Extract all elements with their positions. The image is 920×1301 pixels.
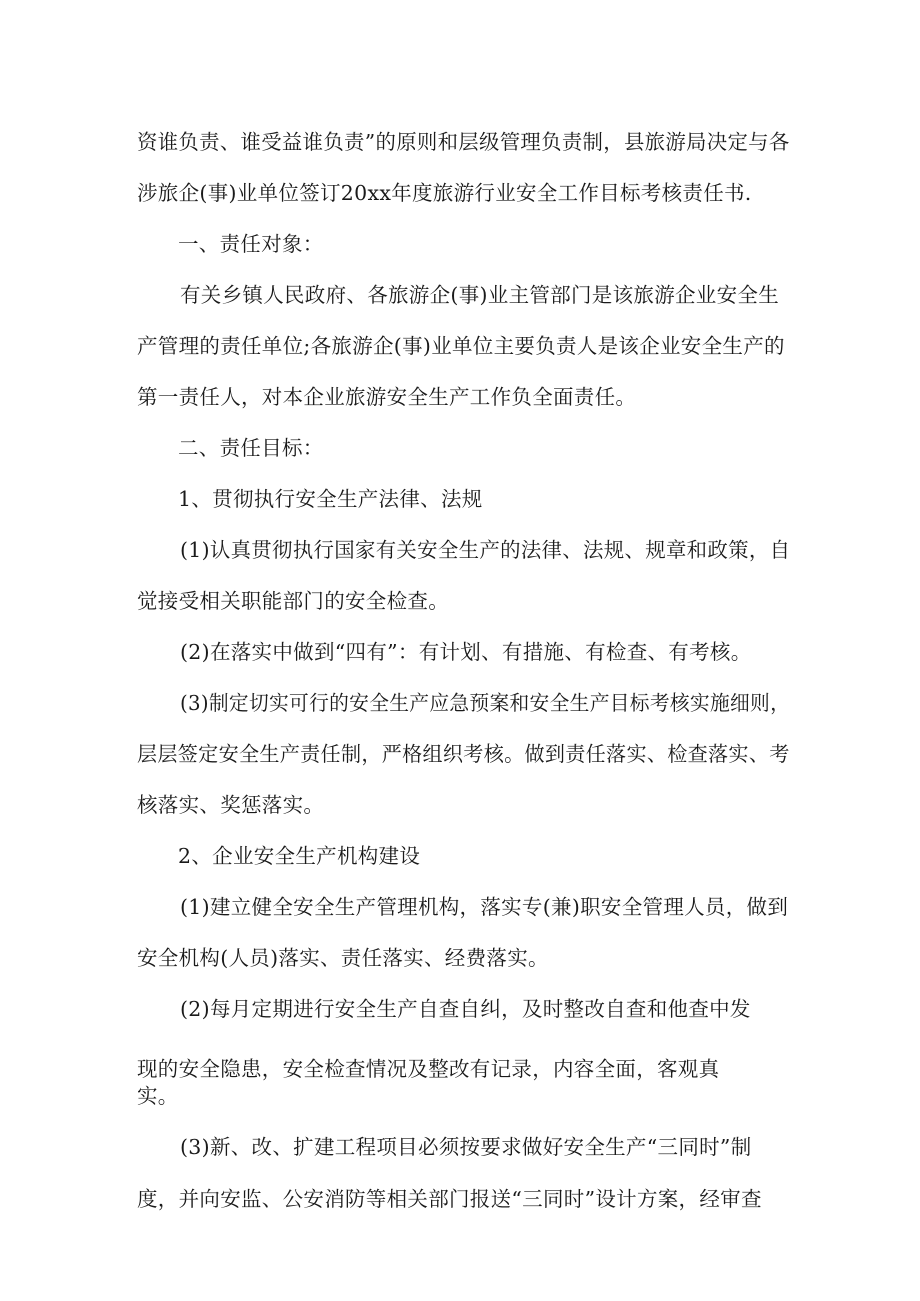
subsection-heading: 2、企业安全生产机构建设 (178, 844, 421, 868)
paragraph-line: 安全机构(人员)落实、责任落实、经费落实。 (137, 946, 549, 970)
paragraph-line: 资谁负责、谁受益谁负责”的原则和层级管理负责制，县旅游局决定与各 (137, 130, 790, 154)
paragraph-line: 觉接受相关职能部门的安全检查。 (137, 589, 449, 613)
paragraph-line: 产管理的责任单位;各旅游企(事)业单位主要负责人是该企业安全生产的 (137, 334, 785, 358)
section-heading: 一、责任对象： (178, 232, 324, 256)
paragraph-line: 层层签定安全生产责任制，严格组织考核。做到责任落实、检查落实、考 (137, 742, 790, 766)
paragraph-line: (2)每月定期进行安全生产自查自纠，及时整改自查和他查中发 (180, 997, 751, 1021)
paragraph-line: (3)制定切实可行的安全生产应急预案和安全生产目标考核实施细则， (180, 691, 791, 715)
paragraph-line: 涉旅企(事)业单位签订20xx年度旅游行业安全工作目标考核责任书. (137, 181, 752, 205)
paragraph-line: (2)在落实中做到“四有”：有计划、有措施、有检查、有考核。 (180, 640, 752, 664)
paragraph-line: 实。 (137, 1084, 179, 1108)
paragraph-line: (1)建立健全安全生产管理机构，落实专(兼)职安全管理人员，做到 (180, 895, 789, 919)
paragraph-line: 第一责任人，对本企业旅游安全生产工作负全面责任。 (137, 385, 637, 409)
subsection-heading: 1、贯彻执行安全生产法律、法规 (178, 487, 483, 511)
paragraph-line: (1)认真贯彻执行国家有关安全生产的法律、法规、规章和政策，自 (180, 538, 791, 562)
section-heading: 二、责任目标： (178, 436, 324, 460)
paragraph-line: 核落实、奖惩落实。 (137, 793, 325, 817)
paragraph-line: 有关乡镇人民政府、各旅游企(事)业主管部门是该旅游企业安全生 (180, 283, 779, 307)
paragraph-line: (3)新、改、扩建工程项目必须按要求做好安全生产“三同时”制 (180, 1135, 752, 1159)
paragraph-line: 度，并向安监、公安消防等相关部门报送“三同时”设计方案，经审查 (137, 1187, 762, 1211)
paragraph-line: 现的安全隐患，安全检查情况及整改有记录，内容全面，客观真 (137, 1057, 720, 1081)
